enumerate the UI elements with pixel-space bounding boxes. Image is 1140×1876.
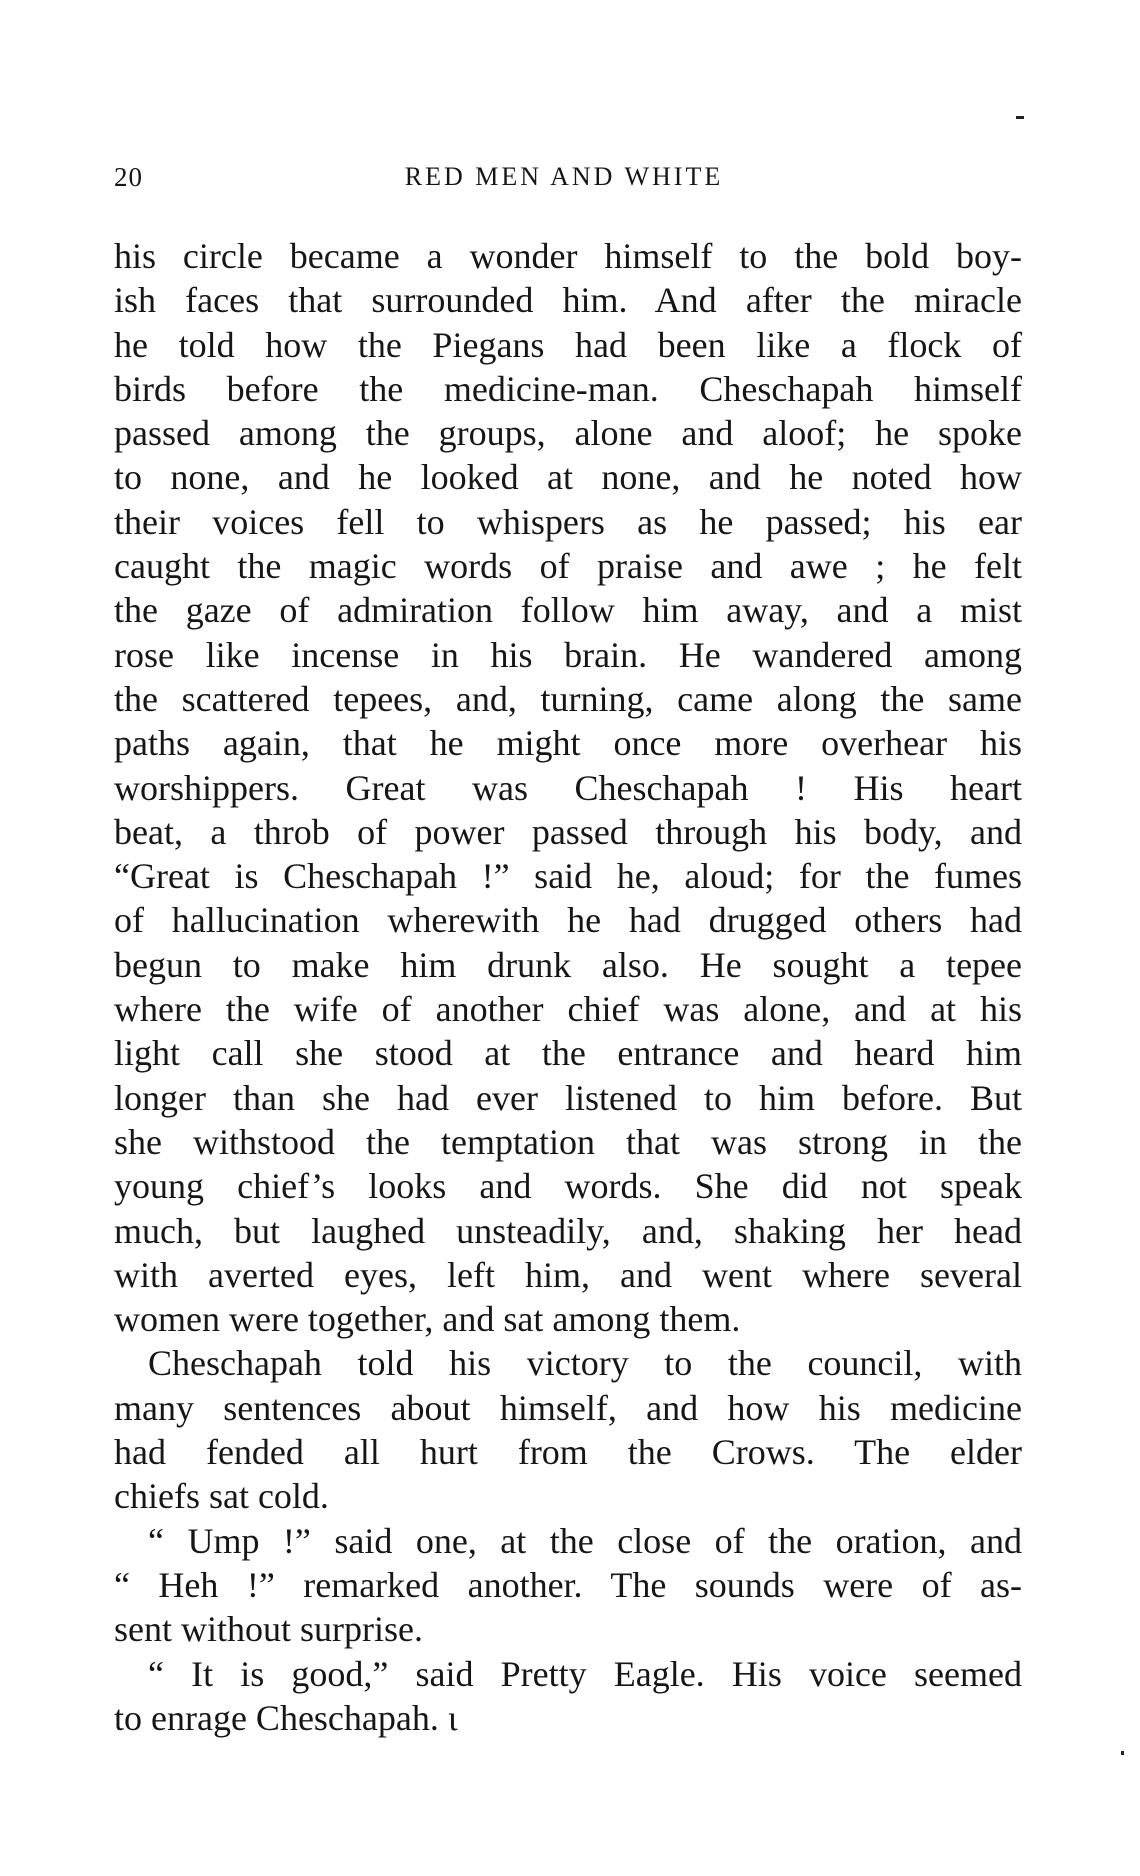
text-line: where the wife of another chief was alone, and at his [114, 989, 1022, 1030]
text-line: had fended all hurt from the Crows. The elder [114, 1432, 1022, 1473]
text-line: he told how the Piegans had been like a flock of [114, 324, 1022, 365]
text-line: Cheschapah told his victory to the council, with [148, 1343, 1022, 1384]
text-line: “Great is Cheschapah !” said he, aloud; for the fumes [114, 856, 1022, 897]
text-line: to enrage Cheschapah. ι [114, 1697, 458, 1738]
text-line: paths again, that he might once more overhear his [114, 723, 1022, 764]
text-line: of hallucination wherewith he had drugged others had [114, 900, 1022, 941]
text-line: rose like incense in his brain. He wandered among [114, 634, 1022, 675]
text-line: light call she stood at the entrance and heard him [114, 1033, 1022, 1074]
text-line: with averted eyes, left him, and went where several [114, 1254, 1022, 1295]
text-line: “ Ump !” said one, at the close of the oration, and [148, 1520, 1022, 1561]
text-line: the scattered tepees, and, turning, came along the same [114, 678, 1022, 719]
text-line: much, but laughed unsteadily, and, shaking her head [114, 1210, 1022, 1251]
running-title: RED MEN AND WHITE [404, 162, 724, 191]
page-number: 20 [114, 162, 143, 192]
print-speck [1121, 1751, 1124, 1755]
text-line: to none, and he looked at none, and he noted how [114, 457, 1022, 498]
print-speck [1016, 116, 1024, 119]
text-line: “ Heh !” remarked another. The sounds were of as- [114, 1564, 1022, 1605]
text-line: their voices fell to whispers as he passed; his ear [114, 501, 1022, 542]
text-line: she withstood the temptation that was strong in the [114, 1121, 1022, 1162]
text-line: his circle became a wonder himself to the bold boy- [114, 236, 1022, 276]
body-text [114, 234, 1022, 1740]
text-line: women were together, and sat among them. [114, 1299, 741, 1340]
text-line: passed among the groups, alone and aloof; he spoke [114, 413, 1022, 454]
text-line: many sentences about himself, and how his medicine [114, 1387, 1022, 1428]
text-line: worshippers. Great was Cheschapah ! His heart [114, 767, 1022, 808]
text-line: begun to make him drunk also. He sought a tepee [114, 944, 1022, 985]
text-line: longer than she had ever listened to him before. But [114, 1077, 1022, 1118]
text-line: ish faces that surrounded him. And after the miracle [114, 280, 1022, 321]
text-line: sent without surprise. [114, 1609, 423, 1650]
text-line: young chief’s looks and words. She did not speak [114, 1166, 1022, 1207]
text-line: beat, a throb of power passed through his body, and [114, 811, 1022, 852]
text-line: chiefs sat cold. [114, 1476, 329, 1517]
text-line: caught the magic words of praise and awe ; he felt [114, 546, 1022, 587]
running-head [114, 162, 1014, 202]
text-line: the gaze of admiration follow him away, and a mist [114, 590, 1022, 631]
text-line: birds before the medicine-man. Cheschapah himself [114, 368, 1022, 409]
text-line: “ It is good,” said Pretty Eagle. His voice seemed [148, 1653, 1022, 1694]
